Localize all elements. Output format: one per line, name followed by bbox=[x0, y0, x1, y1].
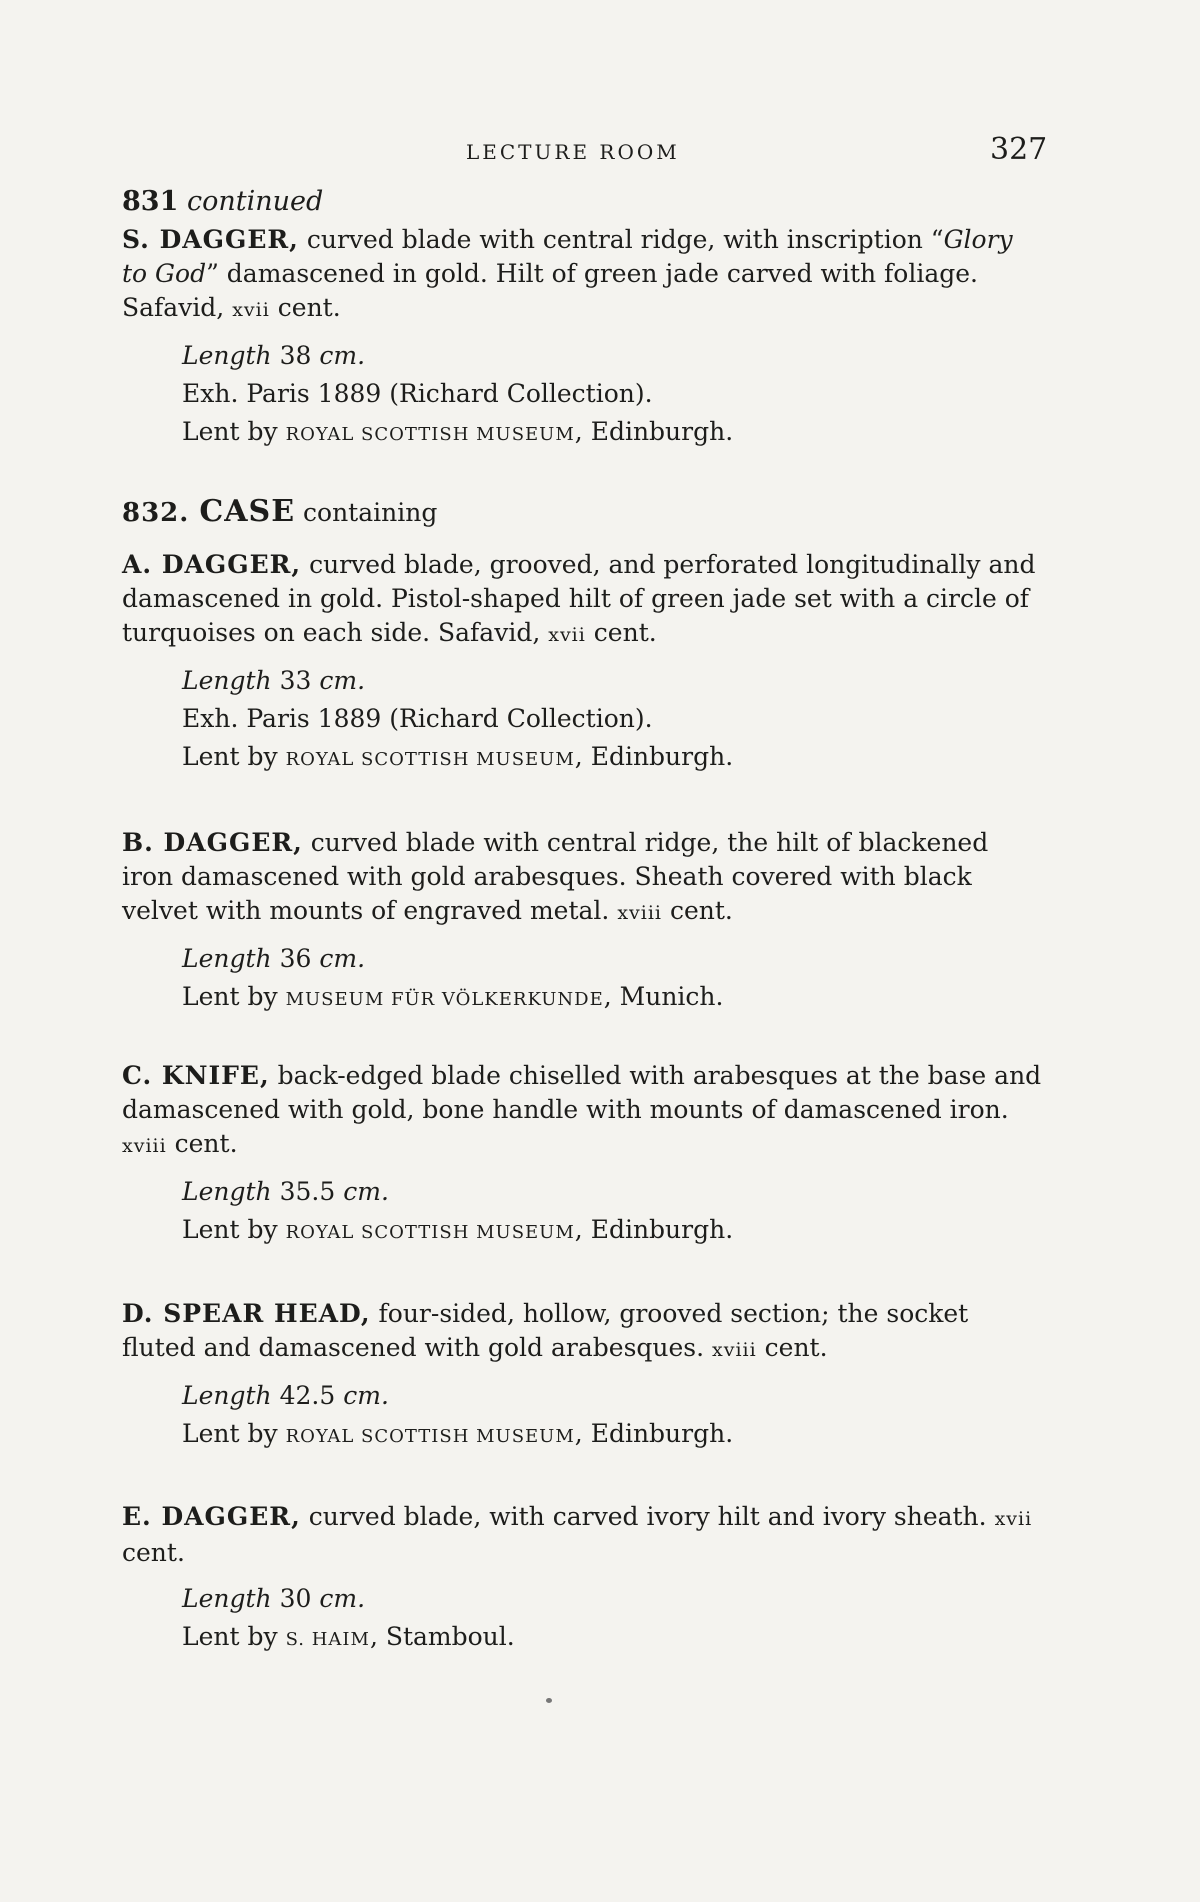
entry-lender: Lent by MUSEUM FÜR VÖLKERKUNDE, Munich. bbox=[182, 982, 724, 1011]
entry-description: A. DAGGER, curved blade, grooved, and perforated longitudinally and damascened in gold. Pistol-shaped hilt of green jade set with a circle of turquoises on each side. Safavid, xvii cent. bbox=[122, 550, 1036, 647]
entry-length: Length 30 cm. bbox=[182, 1584, 366, 1613]
page-number: 327 bbox=[990, 132, 1048, 167]
entry-d bbox=[122, 1297, 1042, 1456]
entry-length: Length 42.5 cm. bbox=[182, 1381, 389, 1410]
entry-lender: Lent by ROYAL SCOTTISH MUSEUM, Edinburgh. bbox=[182, 742, 734, 771]
entry-e bbox=[122, 1500, 1042, 1659]
running-head: LECTURE ROOM bbox=[466, 140, 680, 164]
entry-lender: Lent by ROYAL SCOTTISH MUSEUM, Edinburgh. bbox=[182, 417, 734, 446]
entry-description: B. DAGGER, curved blade with central ridge, the hilt of blackened iron damascened with gold arabesques. Sheath covered with black velvet with mounts of engraved metal. xviii cent. bbox=[122, 828, 989, 925]
entry-description: C. KNIFE, back-edged blade chiselled with arabesques at the base and damascened with gold, bone handle with mounts of damascened iron. xviii cent. bbox=[122, 1061, 1042, 1158]
ink-speck bbox=[546, 1698, 552, 1703]
entry-length: Length 33 cm. bbox=[182, 666, 366, 695]
entry-length: Length 36 cm. bbox=[182, 944, 366, 973]
entry-831-s bbox=[122, 185, 1042, 454]
entry-exhibition: Exh. Paris 1889 (Richard Collection). bbox=[182, 704, 653, 733]
case-832-heading: 832. CASE containing bbox=[122, 494, 438, 529]
entry-length: Length 38 cm. bbox=[182, 341, 366, 370]
entry-a bbox=[122, 548, 1042, 779]
entry-c bbox=[122, 1059, 1042, 1252]
entry-description: E. DAGGER, curved blade, with carved ivory hilt and ivory sheath. xvii cent. bbox=[122, 1502, 1033, 1567]
entry-exhibition: Exh. Paris 1889 (Richard Collection). bbox=[182, 379, 653, 408]
entry-length: Length 35.5 cm. bbox=[182, 1177, 389, 1206]
entry-heading: 831 continued bbox=[122, 186, 324, 217]
entry-description: D. SPEAR HEAD, four-sided, hollow, grooved section; the socket fluted and damascened with gold arabesques. xviii cent. bbox=[122, 1299, 969, 1362]
entry-lender: Lent by ROYAL SCOTTISH MUSEUM, Edinburgh. bbox=[182, 1215, 734, 1244]
entry-b bbox=[122, 826, 1042, 1019]
entry-description: S. DAGGER, curved blade with central ridge, with inscription “Glory to God” damascened in gold. Hilt of green jade carved with foliage. Safavid, xvii cent. bbox=[122, 225, 1013, 322]
entry-lender: Lent by S. HAIM, Stamboul. bbox=[182, 1622, 515, 1651]
entry-lender: Lent by ROYAL SCOTTISH MUSEUM, Edinburgh. bbox=[182, 1419, 734, 1448]
